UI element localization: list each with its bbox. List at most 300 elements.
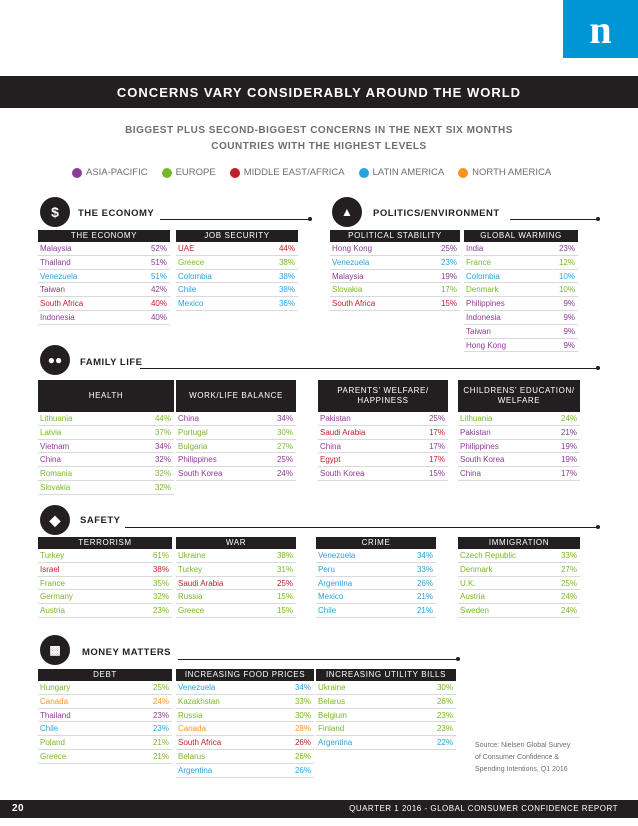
section-divider-dot: [596, 525, 600, 529]
table-row: [38, 695, 172, 709]
concern-percent: 10%: [558, 285, 575, 295]
table-row: [38, 440, 174, 454]
table-row: [176, 283, 298, 297]
country-name: Philippines: [466, 299, 505, 309]
concern-percent: 25%: [276, 455, 293, 465]
concern-percent: 23%: [558, 244, 575, 253]
table-global-warming: [464, 230, 578, 352]
country-name: Russia: [178, 710, 203, 720]
country-name: Ukraine: [318, 683, 346, 692]
country-name: Indonesia: [40, 312, 75, 322]
concern-percent: 61%: [152, 551, 169, 560]
concern-percent: 38%: [278, 285, 295, 295]
table-header: WAR: [176, 537, 296, 549]
concern-percent: 24%: [152, 696, 169, 706]
table-row: [38, 604, 172, 618]
concern-percent: 38%: [278, 271, 295, 281]
table-row: [458, 453, 580, 467]
country-name: Taiwan: [40, 285, 65, 295]
section-title-money: MONEY MATTERS: [82, 647, 172, 658]
legend-label: ASIA-PACIFIC: [86, 167, 148, 178]
section-divider: [178, 659, 458, 660]
concern-percent: 25%: [440, 244, 457, 253]
concern-percent: 34%: [154, 441, 171, 451]
country-name: Greece: [178, 606, 205, 616]
country-name: China: [320, 441, 341, 451]
country-name: China: [178, 414, 199, 423]
country-name: Saudi Arabia: [178, 578, 224, 588]
table-row: [38, 270, 170, 284]
country-name: Indonesia: [466, 312, 501, 322]
concern-percent: 26%: [416, 578, 433, 588]
table-row: [330, 297, 460, 311]
country-name: China: [40, 455, 61, 465]
concern-percent: 27%: [560, 564, 577, 574]
country-name: Austria: [460, 592, 485, 602]
concern-percent: 23%: [152, 724, 169, 734]
concern-percent: 21%: [152, 751, 169, 761]
people-group-icon: ▲: [332, 197, 362, 227]
table-row: [176, 695, 314, 709]
concern-percent: 38%: [278, 257, 295, 267]
legend-dot: [72, 168, 82, 178]
section-title-safety: SAFETY: [80, 515, 121, 526]
table-row: [38, 577, 172, 591]
concern-percent: 23%: [440, 257, 457, 267]
country-name: Finland: [318, 724, 345, 734]
source-line: Source: Nielsen Global Survey: [475, 742, 571, 749]
table-row: [176, 467, 296, 481]
country-name: Czech Republic: [460, 551, 517, 560]
concern-percent: 30%: [436, 683, 453, 692]
country-name: Philippines: [178, 455, 217, 465]
country-name: Hong Kong: [466, 340, 507, 350]
country-name: Poland: [40, 738, 65, 748]
table-row: [464, 339, 578, 353]
concern-percent: 26%: [294, 738, 311, 748]
subtitle: [0, 123, 638, 155]
table-job-security: [176, 230, 298, 311]
table-row: [316, 695, 456, 709]
country-name: Canada: [178, 724, 207, 734]
table-row: [38, 736, 172, 750]
table-header: TERRORISM: [38, 537, 172, 549]
table-terrorism: [38, 537, 172, 618]
table-row: [38, 311, 170, 325]
concern-percent: 26%: [294, 751, 311, 761]
table-row: [464, 311, 578, 325]
country-name: Ukraine: [178, 551, 206, 560]
table-header: POLITICAL STABILITY: [330, 230, 460, 242]
country-name: Denmark: [460, 564, 493, 574]
table-header: CRIME: [316, 537, 436, 549]
concern-percent: 26%: [294, 765, 311, 775]
concern-percent: 9%: [563, 326, 575, 336]
country-name: Colombia: [466, 271, 500, 281]
table-economy: [38, 230, 170, 325]
country-name: France: [40, 578, 65, 588]
concern-percent: 9%: [563, 340, 575, 350]
table-row: [318, 440, 448, 454]
concern-percent: 33%: [416, 564, 433, 574]
concern-percent: 34%: [276, 414, 293, 423]
country-name: South Korea: [320, 469, 365, 479]
concern-percent: 32%: [154, 469, 171, 479]
table-crime: [316, 537, 436, 618]
table-row: [38, 750, 172, 764]
legend-dot: [230, 168, 240, 178]
country-name: U.K.: [460, 578, 476, 588]
table-immigration: [458, 537, 580, 618]
legend-dot: [359, 168, 369, 178]
concern-percent: 32%: [152, 592, 169, 602]
table-header: INCREASING FOOD PRICES: [176, 669, 314, 681]
table-row: [38, 297, 170, 311]
country-name: Mexico: [178, 299, 204, 309]
table-header: PARENTS' WELFARE/ HAPPINESS: [318, 380, 448, 412]
country-name: Belarus: [178, 751, 206, 761]
legend-dot: [162, 168, 172, 178]
table-header: DEBT: [38, 669, 172, 681]
country-name: Bulgaria: [178, 441, 208, 451]
concern-percent: 21%: [152, 738, 169, 748]
country-name: Belgium: [318, 710, 347, 720]
table-row: [176, 764, 314, 778]
page-number: 20: [12, 803, 25, 814]
concern-percent: 17%: [560, 469, 577, 479]
country-name: Argentina: [318, 578, 353, 588]
table-row: [316, 604, 436, 618]
concern-percent: 21%: [416, 592, 433, 602]
table-row: [458, 577, 580, 591]
table-row: [176, 426, 296, 440]
concern-percent: 28%: [294, 724, 311, 734]
table-header: GLOBAL WARMING: [464, 230, 578, 242]
table-header: HEALTH: [38, 380, 174, 412]
country-name: South Africa: [40, 299, 84, 309]
table-row: [38, 722, 172, 736]
legend-item-latin-america: [359, 167, 445, 178]
section-divider-dot: [596, 366, 600, 370]
concern-percent: 19%: [560, 455, 577, 465]
table-war: [176, 537, 296, 618]
table-work-life: [176, 380, 296, 481]
section-divider: [125, 527, 598, 528]
table-row: [316, 590, 436, 604]
country-name: Pakistan: [320, 414, 351, 423]
country-name: Latvia: [40, 427, 62, 437]
concern-percent: 26%: [436, 696, 453, 706]
concern-percent: 17%: [428, 455, 445, 465]
concern-percent: 33%: [294, 696, 311, 706]
country-name: Denmark: [466, 285, 499, 295]
concern-percent: 51%: [150, 271, 167, 281]
table-row: [458, 604, 580, 618]
country-name: Pakistan: [460, 427, 491, 437]
page-title: CONCERNS VARY CONSIDERABLY AROUND THE WORLD: [0, 76, 638, 108]
section-divider-dot: [308, 217, 312, 221]
country-name: Greece: [40, 751, 67, 761]
concern-percent: 34%: [416, 551, 433, 560]
shield-icon: ◆: [40, 505, 70, 535]
country-name: Kazakhstan: [178, 696, 220, 706]
table-row: [464, 297, 578, 311]
table-row: [316, 563, 436, 577]
concern-percent: 44%: [154, 414, 171, 423]
table-row: [38, 242, 170, 256]
country-name: Turkey: [178, 564, 203, 574]
concern-percent: 15%: [276, 606, 293, 616]
table-row: [176, 440, 296, 454]
table-header: INCREASING UTILITY BILLS: [316, 669, 456, 681]
country-name: Canada: [40, 696, 69, 706]
table-header: WORK/LIFE BALANCE: [176, 380, 296, 412]
table-row: [38, 681, 172, 695]
concern-percent: 25%: [152, 683, 169, 692]
table-row: [176, 256, 298, 270]
table-row: [318, 453, 448, 467]
concern-percent: 17%: [428, 427, 445, 437]
country-name: Romania: [40, 469, 73, 479]
country-name: Slovakia: [40, 482, 71, 492]
concern-percent: 23%: [152, 710, 169, 720]
country-name: Chile: [40, 724, 59, 734]
country-name: Germany: [40, 592, 73, 602]
legend-label: LATIN AMERICA: [372, 167, 445, 178]
table-row: [38, 412, 174, 426]
section-title-family: FAMILY LIFE: [80, 357, 143, 368]
table-row: [38, 453, 174, 467]
concern-percent: 52%: [150, 244, 167, 253]
concern-percent: 40%: [150, 312, 167, 322]
country-name: Thailand: [40, 710, 71, 720]
table-row: [176, 604, 296, 618]
country-name: Thailand: [40, 257, 71, 267]
country-name: Saudi Arabia: [320, 427, 366, 437]
table-row: [176, 750, 314, 764]
table-row: [176, 577, 296, 591]
concern-percent: 19%: [440, 271, 457, 281]
table-row: [464, 242, 578, 256]
table-header: THE ECONOMY: [38, 230, 170, 242]
concern-percent: 23%: [436, 710, 453, 720]
table-row: [176, 563, 296, 577]
country-name: Greece: [178, 257, 205, 267]
table-row: [458, 440, 580, 454]
concern-percent: 12%: [558, 257, 575, 267]
table-row: [176, 722, 314, 736]
table-row: [176, 709, 314, 723]
concern-percent: 30%: [276, 427, 293, 437]
table-row: [318, 426, 448, 440]
table-row: [316, 722, 456, 736]
table-row: [458, 426, 580, 440]
source-note: [475, 740, 570, 776]
dollar-icon: $: [40, 197, 70, 227]
table-row: [458, 549, 580, 563]
concern-percent: 22%: [436, 738, 453, 748]
table-row: [38, 563, 172, 577]
table-row: [458, 563, 580, 577]
country-name: Austria: [40, 606, 65, 616]
country-name: Chile: [178, 285, 197, 295]
country-name: South Korea: [460, 455, 505, 465]
table-utility-bills: [316, 669, 456, 750]
table-row: [330, 256, 460, 270]
country-name: China: [460, 469, 481, 479]
country-name: Argentina: [318, 738, 353, 748]
concern-percent: 38%: [152, 564, 169, 574]
table-row: [316, 709, 456, 723]
concern-percent: 19%: [560, 441, 577, 451]
table-row: [176, 412, 296, 426]
concern-percent: 21%: [560, 427, 577, 437]
country-name: Colombia: [178, 271, 212, 281]
country-name: Peru: [318, 564, 335, 574]
table-row: [316, 577, 436, 591]
country-name: Argentina: [178, 765, 213, 775]
country-name: Malaysia: [40, 244, 72, 253]
country-name: Venezuela: [332, 257, 370, 267]
table-row: [38, 467, 174, 481]
table-row: [176, 549, 296, 563]
source-line: Spending Intentions, Q1 2016: [475, 766, 568, 773]
legend-label: EUROPE: [175, 167, 216, 178]
legend-item-europe: [162, 167, 216, 178]
legend-label: NORTH AMERICA: [472, 167, 552, 178]
concern-percent: 33%: [560, 551, 577, 560]
table-row: [464, 283, 578, 297]
concern-percent: 23%: [152, 606, 169, 616]
country-name: Chile: [318, 606, 337, 616]
concern-percent: 32%: [154, 455, 171, 465]
concern-percent: 9%: [563, 299, 575, 309]
table-header: JOB SECURITY: [176, 230, 298, 242]
concern-percent: 24%: [560, 606, 577, 616]
table-debt: [38, 669, 172, 764]
table-row: [176, 297, 298, 311]
country-name: Lithuania: [40, 414, 73, 423]
country-name: Mexico: [318, 592, 344, 602]
country-name: UAE: [178, 244, 195, 253]
concern-percent: 23%: [436, 724, 453, 734]
legend-item-north-america: [458, 167, 551, 178]
table-row: [464, 270, 578, 284]
concern-percent: 15%: [440, 299, 457, 309]
country-name: Venezuela: [40, 271, 78, 281]
country-name: India: [466, 244, 484, 253]
table-row: [458, 412, 580, 426]
concern-percent: 31%: [276, 564, 293, 574]
table-header: CHILDRENS' EDUCATION/ WELFARE: [458, 380, 580, 412]
table-row: [176, 736, 314, 750]
source-line: of Consumer Confidence &: [475, 754, 560, 761]
concern-percent: 36%: [278, 299, 295, 309]
country-name: Vietnam: [40, 441, 70, 451]
concern-percent: 21%: [416, 606, 433, 616]
concern-percent: 44%: [278, 244, 295, 253]
section-divider: [510, 219, 598, 220]
country-name: France: [466, 257, 491, 267]
table-row: [176, 242, 298, 256]
table-row: [318, 412, 448, 426]
concern-percent: 38%: [276, 551, 293, 560]
table-row: [38, 549, 172, 563]
concern-percent: 9%: [563, 312, 575, 322]
table-header: IMMIGRATION: [458, 537, 580, 549]
country-name: Sweden: [460, 606, 489, 616]
table-row: [176, 590, 296, 604]
table-parents: [318, 380, 448, 481]
concern-percent: 25%: [428, 414, 445, 423]
country-name: Hong Kong: [332, 244, 373, 253]
table-row: [316, 681, 456, 695]
country-name: Venezuela: [318, 551, 356, 560]
legend-label: MIDDLE EAST/AFRICA: [243, 167, 345, 178]
table-row: [38, 426, 174, 440]
table-health: [38, 380, 174, 495]
table-row: [176, 453, 296, 467]
table-row: [176, 681, 314, 695]
country-name: Russia: [178, 592, 203, 602]
section-title-economy: THE ECONOMY: [78, 208, 155, 219]
table-row: [38, 283, 170, 297]
legend-item-middle-east-africa: [230, 167, 345, 178]
table-row: [38, 256, 170, 270]
table-row: [176, 270, 298, 284]
concern-percent: 40%: [150, 299, 167, 309]
section-divider-dot: [596, 217, 600, 221]
section-title-politics: POLITICS/ENVIRONMENT: [373, 208, 500, 219]
table-row: [316, 549, 436, 563]
country-name: Slovakia: [332, 285, 363, 295]
table-row: [318, 467, 448, 481]
table-row: [38, 590, 172, 604]
concern-percent: 37%: [154, 427, 171, 437]
table-row: [38, 481, 174, 495]
table-row: [330, 270, 460, 284]
country-name: Egypt: [320, 455, 341, 465]
country-name: South Africa: [332, 299, 376, 309]
section-divider: [140, 368, 598, 369]
concern-percent: 35%: [152, 578, 169, 588]
country-name: South Korea: [178, 469, 223, 479]
table-row: [464, 325, 578, 339]
table-row: [330, 283, 460, 297]
concern-percent: 25%: [276, 578, 293, 588]
concern-percent: 17%: [428, 441, 445, 451]
nielsen-logo: n: [563, 0, 638, 58]
concern-percent: 27%: [276, 441, 293, 451]
concern-percent: 32%: [154, 482, 171, 492]
page-footer: [0, 800, 638, 818]
country-name: Lithuania: [460, 414, 493, 423]
country-name: South Africa: [178, 738, 222, 748]
section-divider-dot: [456, 657, 460, 661]
concern-percent: 25%: [560, 578, 577, 588]
country-name: Belarus: [318, 696, 346, 706]
legend-item-asia-pacific: [72, 167, 148, 178]
country-name: Philippines: [460, 441, 499, 451]
concern-percent: 15%: [276, 592, 293, 602]
country-name: Portugal: [178, 427, 208, 437]
legend-dot: [458, 168, 468, 178]
table-children: [458, 380, 580, 481]
concern-percent: 42%: [150, 285, 167, 295]
report-name: QUARTER 1 2016 - GLOBAL CONSUMER CONFIDENCE REPORT: [349, 804, 618, 813]
section-divider: [160, 219, 310, 220]
table-row: [458, 590, 580, 604]
